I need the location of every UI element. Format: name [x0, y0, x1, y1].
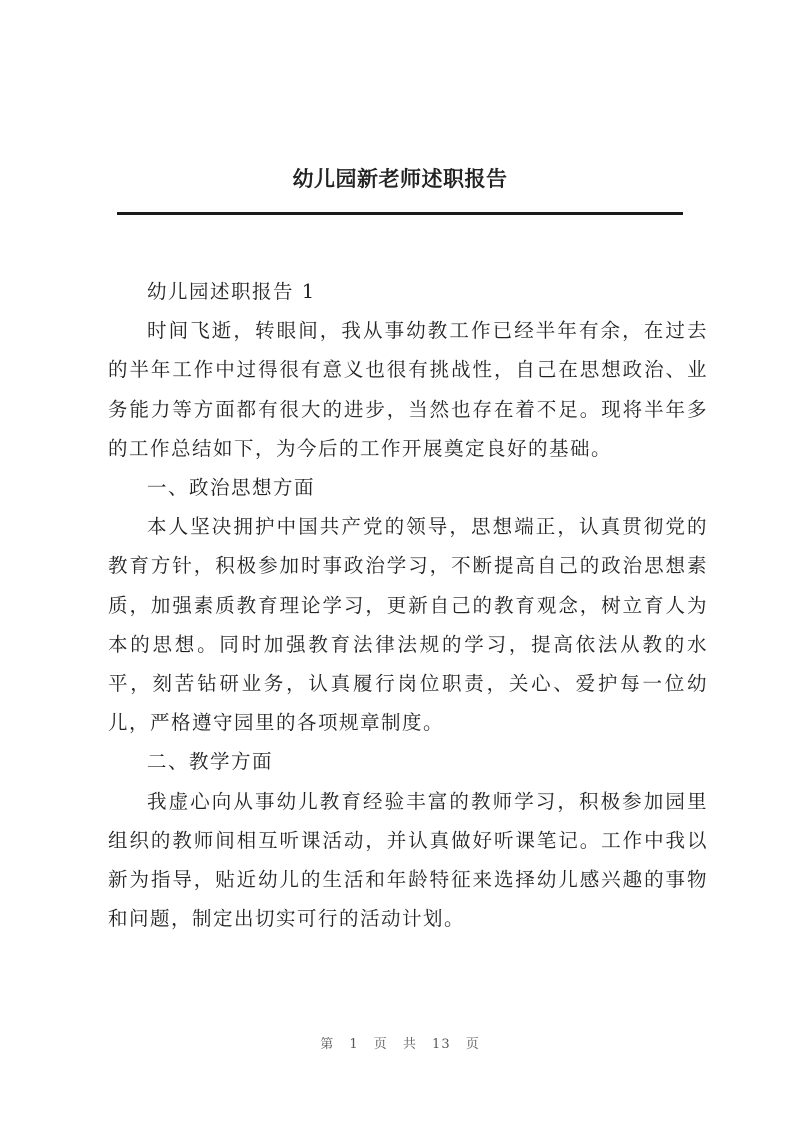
body-paragraph-intro: 时间飞逝，转眼间，我从事幼教工作已经半年有余，在过去的半年工作中过得很有意义也很有挑战性，自己在思想政治、业务能力等方面都有很大的进步，当然也存在着不足。现将半年多的工作总结如下，为今后的工作开展奠定良好的基础。: [108, 319, 708, 460]
title-underline: [117, 212, 683, 215]
section-heading-teaching: 二、教学方面: [147, 750, 274, 774]
section-heading-politics: 一、政治思想方面: [147, 476, 316, 500]
page-number-footer: 第 1 页 共 13 页: [320, 1037, 480, 1052]
document-body: [108, 272, 708, 938]
body-paragraph-politics: 本人坚决拥护中国共产党的领导，思想端正，认真贯彻党的教育方针，积极参加时事政治学习，不断提高自己的政治思想素质，加强素质教育理论学习，更新自己的教育观念，树立育人为本的思想。同时加强教育法律法规的学习，提高依法从教的水平，刻苦钻研业务，认真履行岗位职责，关心、爱护每一位幼儿，严格遵守园里的各项规章制度。: [108, 515, 708, 735]
body-paragraph-teaching: 我虚心向从事幼儿教育经验丰富的教师学习，积极参加园里组织的教师间相互听课活动，并认真做好听课笔记。工作中我以新为指导，贴近幼儿的生活和年龄特征来选择幼儿感兴趣的事物和问题，制定出切实可行的活动计划。: [108, 789, 708, 931]
document-title: 幼儿园新老师述职报告: [292, 166, 508, 191]
section-heading-report: 幼儿园述职报告 1: [147, 280, 316, 303]
